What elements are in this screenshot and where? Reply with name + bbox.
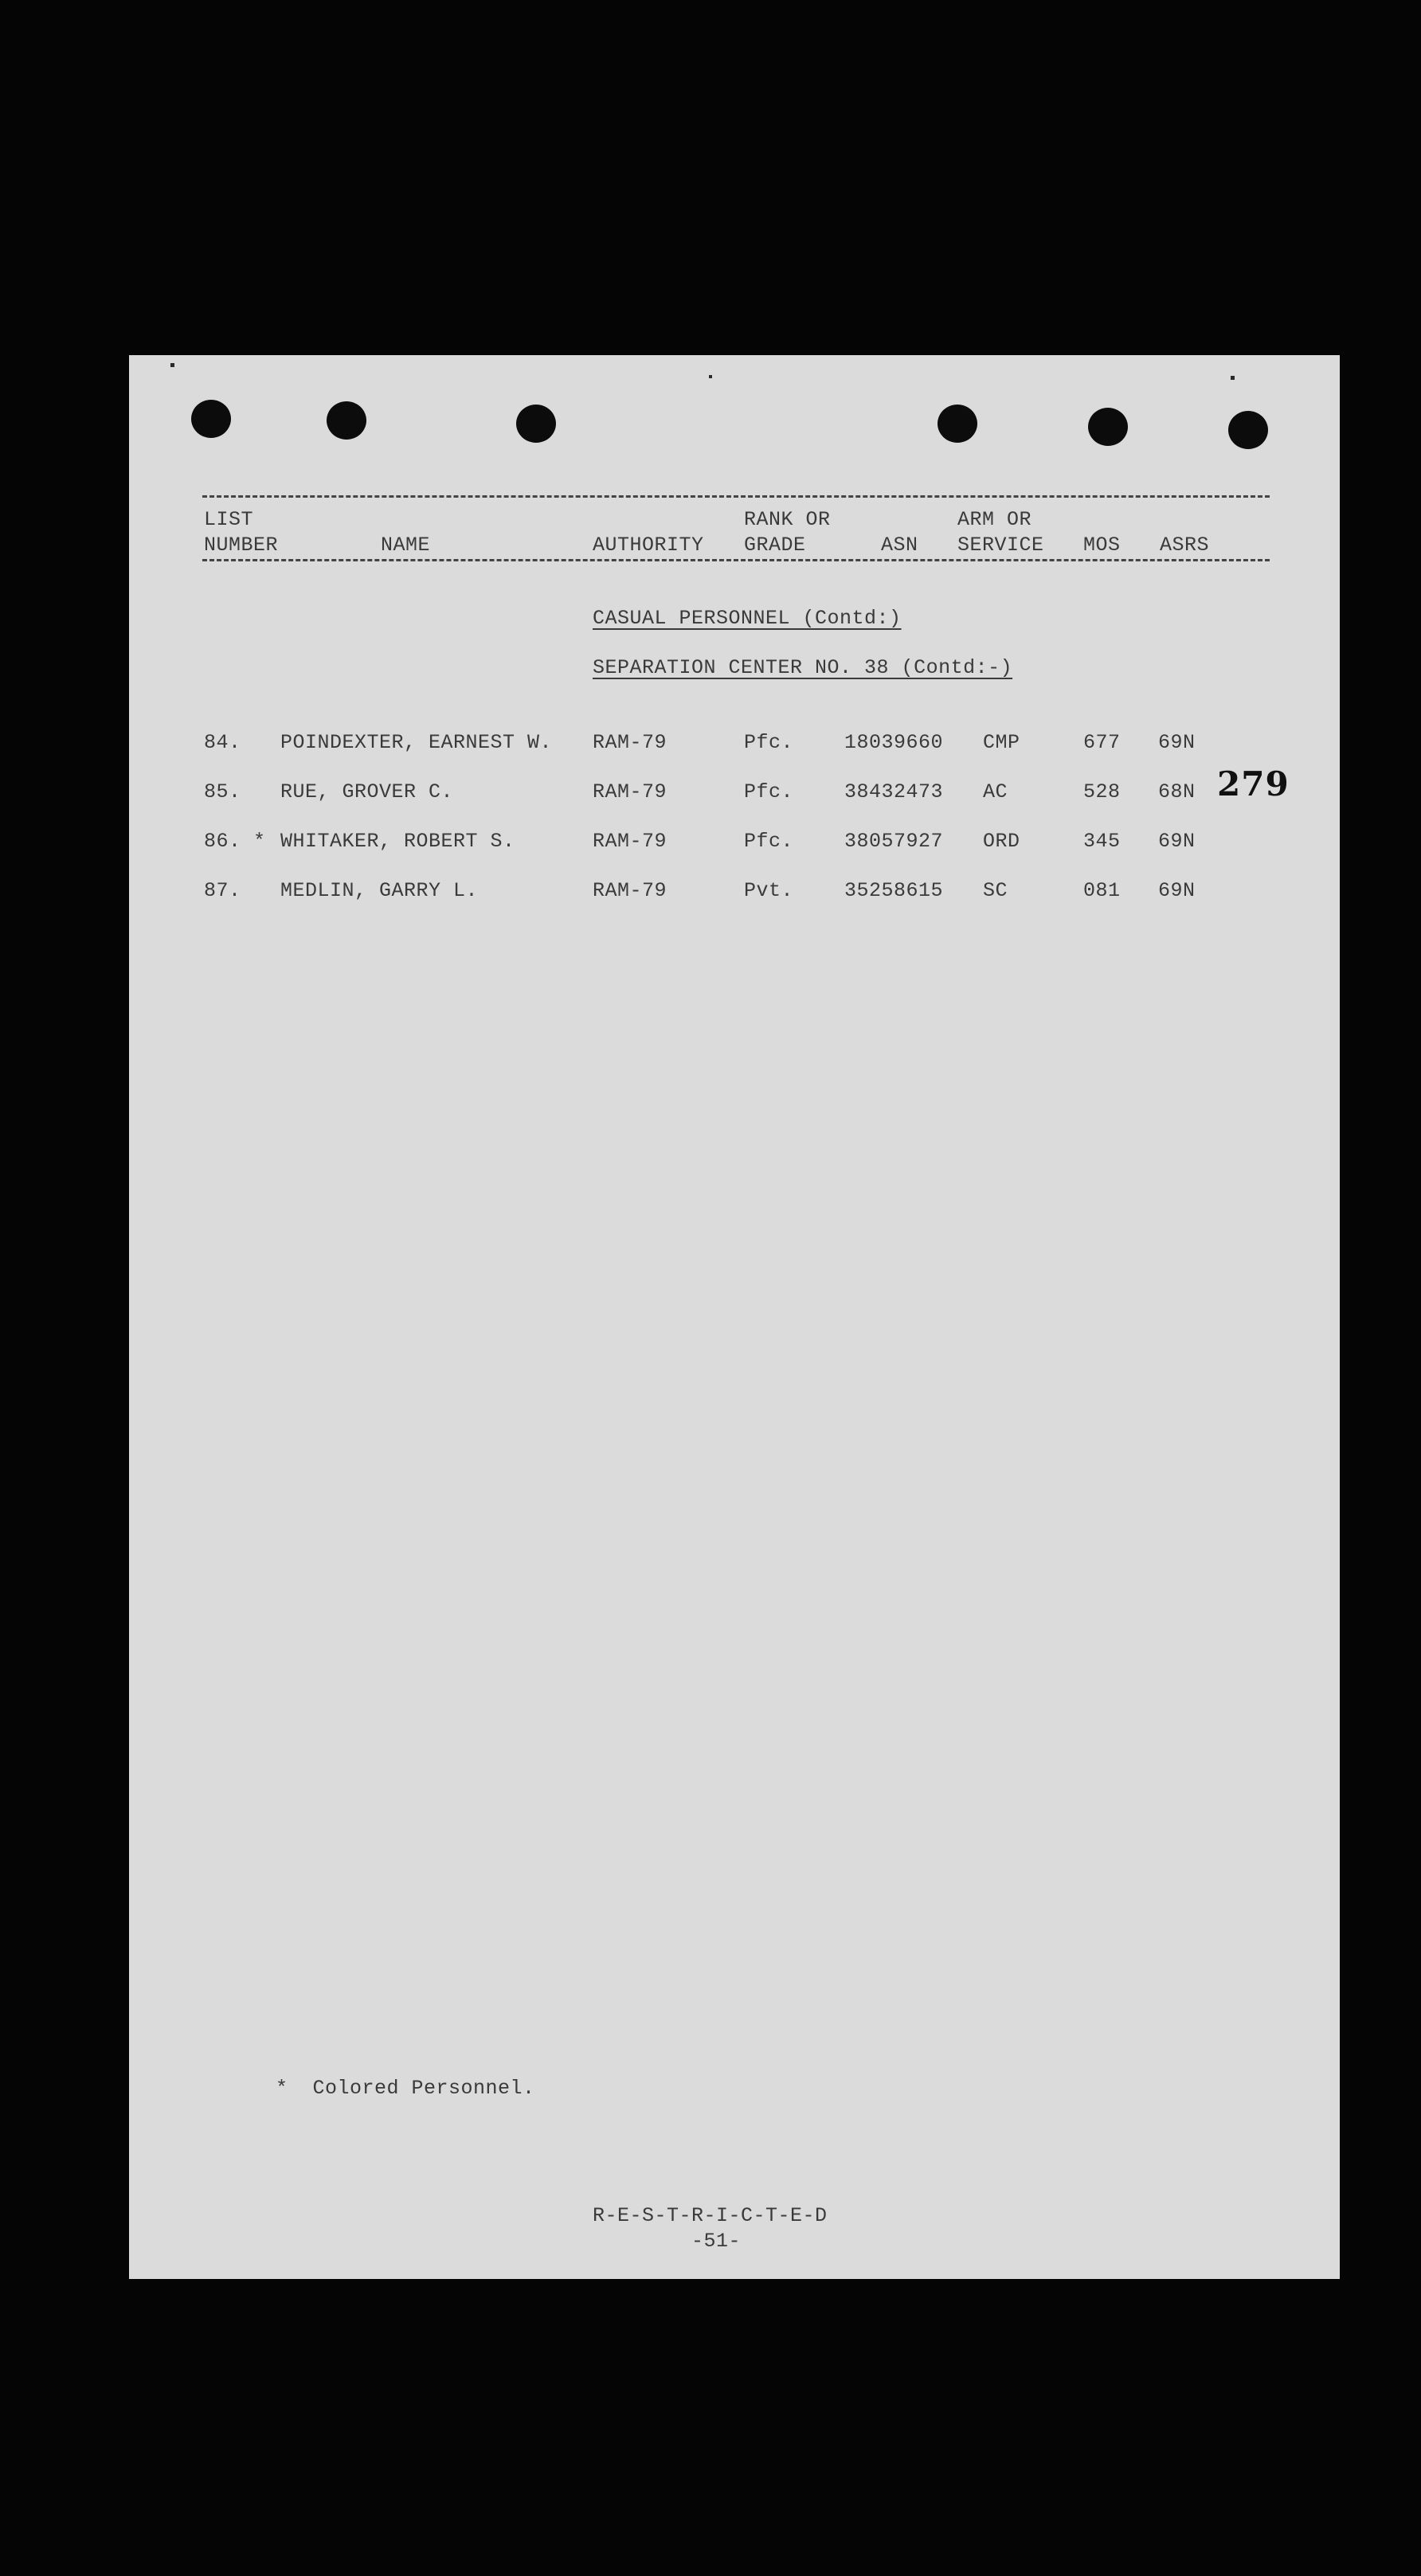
- punch-hole: [938, 405, 977, 443]
- row-name: MEDLIN, GARRY L.: [280, 879, 479, 902]
- header-authority: AUTHORITY: [593, 534, 704, 557]
- header-name: NAME: [381, 534, 431, 557]
- row-asn: 18039660: [844, 731, 944, 754]
- row-asrs: 69N: [1158, 731, 1196, 754]
- row-asn: 38432473: [844, 780, 944, 803]
- header-rank-line1: RANK OR: [744, 508, 831, 531]
- paper-speck: [709, 375, 712, 378]
- punch-hole: [327, 401, 366, 440]
- header-arm-line1: ARM OR: [957, 508, 1032, 531]
- row-name: WHITAKER, ROBERT S.: [280, 830, 515, 853]
- punch-hole: [516, 405, 556, 443]
- row-mos: 081: [1083, 879, 1121, 902]
- row-mos: 528: [1083, 780, 1121, 803]
- footnote: * Colored Personnel.: [276, 2077, 535, 2100]
- page-number: -51-: [691, 2230, 742, 2253]
- row-number: 86. *: [204, 830, 266, 853]
- row-grade: Pfc.: [744, 731, 794, 754]
- row-mos: 345: [1083, 830, 1121, 853]
- row-service: AC: [983, 780, 1008, 803]
- section-subtitle: SEPARATION CENTER NO. 38 (Contd:-): [593, 656, 1013, 679]
- row-number: 84.: [204, 731, 241, 754]
- row-asn: 38057927: [844, 830, 944, 853]
- row-authority: RAM-79: [593, 780, 667, 803]
- section-title: CASUAL PERSONNEL (Contd:): [593, 607, 902, 630]
- row-asrs: 69N: [1158, 830, 1196, 853]
- row-grade: Pvt.: [744, 879, 794, 902]
- row-number: 85.: [204, 780, 241, 803]
- document-page: [129, 355, 1340, 2279]
- row-service: SC: [983, 879, 1008, 902]
- row-asn: 35258615: [844, 879, 944, 902]
- row-name: RUE, GROVER C.: [280, 780, 454, 803]
- header-list-number-line1: LIST: [204, 508, 254, 531]
- punch-hole: [1088, 408, 1128, 446]
- row-grade: Pfc.: [744, 780, 794, 803]
- header-top-rule: [202, 495, 1270, 498]
- row-service: ORD: [983, 830, 1020, 853]
- header-list-number-line2: NUMBER: [204, 534, 279, 557]
- row-number: 87.: [204, 879, 241, 902]
- header-bottom-rule: [202, 559, 1270, 561]
- row-authority: RAM-79: [593, 830, 667, 853]
- paper-speck: [1231, 376, 1235, 380]
- header-asn: ASN: [881, 534, 918, 557]
- row-grade: Pfc.: [744, 830, 794, 853]
- page-stamp-number: 279: [1217, 764, 1290, 803]
- row-asrs: 68N: [1158, 780, 1196, 803]
- punch-hole: [1228, 411, 1268, 449]
- header-rank-line2: GRADE: [744, 534, 806, 557]
- row-asrs: 69N: [1158, 879, 1196, 902]
- row-service: CMP: [983, 731, 1020, 754]
- row-name: POINDEXTER, EARNEST W.: [280, 731, 553, 754]
- row-authority: RAM-79: [593, 731, 667, 754]
- header-asrs: ASRS: [1160, 534, 1210, 557]
- paper-speck: [170, 363, 174, 367]
- header-mos: MOS: [1083, 534, 1121, 557]
- row-mos: 677: [1083, 731, 1121, 754]
- classification-marking: R-E-S-T-R-I-C-T-E-D: [593, 2204, 828, 2227]
- punch-hole: [191, 400, 231, 438]
- header-arm-line2: SERVICE: [957, 534, 1044, 557]
- row-authority: RAM-79: [593, 879, 667, 902]
